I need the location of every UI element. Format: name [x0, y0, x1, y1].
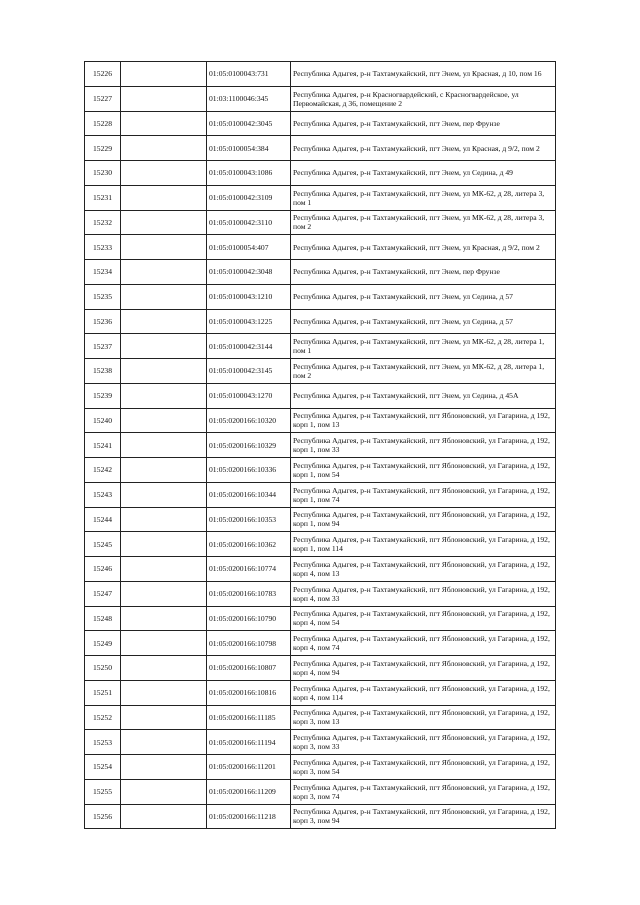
row-number: 15232 — [85, 210, 121, 235]
registry-table-body — [85, 62, 556, 829]
row-number: 15231 — [85, 185, 121, 210]
empty-cell — [121, 631, 207, 656]
cadastral-number: 01:05:0200166:10783 — [207, 581, 291, 606]
table-row — [85, 260, 556, 285]
table-row — [85, 136, 556, 161]
table-row — [85, 334, 556, 359]
cadastral-number: 01:05:0100042:3145 — [207, 359, 291, 384]
empty-cell — [121, 705, 207, 730]
table-row — [85, 581, 556, 606]
table-row — [85, 161, 556, 186]
empty-cell — [121, 557, 207, 582]
table-row — [85, 62, 556, 87]
row-number: 15256 — [85, 804, 121, 829]
cadastral-number: 01:05:0200166:11209 — [207, 779, 291, 804]
address: Республика Адыгея, р-н Тахтамукайский, пгт Энем, пер Фрунзе — [291, 260, 556, 285]
row-number: 15243 — [85, 482, 121, 507]
cadastral-number: 01:05:0100054:407 — [207, 235, 291, 260]
empty-cell — [121, 730, 207, 755]
table-row — [85, 680, 556, 705]
address: Республика Адыгея, р-н Тахтамукайский, пгт Яблоновский, ул Гагарина, д 192, корп 1, пом 94 — [291, 507, 556, 532]
table-row — [85, 408, 556, 433]
address: Республика Адыгея, р-н Тахтамукайский, пгт Яблоновский, ул Гагарина, д 192, корп 4, пом 54 — [291, 606, 556, 631]
empty-cell — [121, 408, 207, 433]
table-row — [85, 235, 556, 260]
table-row — [85, 433, 556, 458]
empty-cell — [121, 656, 207, 681]
cadastral-number: 01:05:0200166:11194 — [207, 730, 291, 755]
cadastral-number: 01:05:0200166:11218 — [207, 804, 291, 829]
table-row — [85, 606, 556, 631]
address: Республика Адыгея, р-н Тахтамукайский, пгт Яблоновский, ул Гагарина, д 192, корп 4, пом 94 — [291, 656, 556, 681]
address: Республика Адыгея, р-н Тахтамукайский, пгт Яблоновский, ул Гагарина, д 192, корп 4, пом 33 — [291, 581, 556, 606]
empty-cell — [121, 260, 207, 285]
address: Республика Адыгея, р-н Тахтамукайский, пгт Яблоновский, ул Гагарина, д 192, корп 4, пом 13 — [291, 557, 556, 582]
cadastral-number: 01:05:0200166:11201 — [207, 755, 291, 780]
address: Республика Адыгея, р-н Красногвардейский, с Красногвардейское, ул Первомайская, д 36, помещение 2 — [291, 86, 556, 111]
cadastral-number: 01:05:0200166:10336 — [207, 458, 291, 483]
registry-table — [84, 61, 556, 829]
cadastral-number: 01:05:0100042:3048 — [207, 260, 291, 285]
cadastral-number: 01:05:0200166:10798 — [207, 631, 291, 656]
address: Республика Адыгея, р-н Тахтамукайский, пгт Энем, ул Красная, д 9/2, пом 2 — [291, 136, 556, 161]
cadastral-number: 01:05:0100042:3110 — [207, 210, 291, 235]
address: Республика Адыгея, р-н Тахтамукайский, пгт Энем, ул Седина, д 57 — [291, 284, 556, 309]
row-number: 15246 — [85, 557, 121, 582]
address: Республика Адыгея, р-н Тахтамукайский, пгт Энем, пер Фрунзе — [291, 111, 556, 136]
row-number: 15228 — [85, 111, 121, 136]
empty-cell — [121, 210, 207, 235]
empty-cell — [121, 185, 207, 210]
empty-cell — [121, 532, 207, 557]
empty-cell — [121, 507, 207, 532]
row-number: 15227 — [85, 86, 121, 111]
table-row — [85, 755, 556, 780]
address: Республика Адыгея, р-н Тахтамукайский, пгт Энем, ул МК-62, д 28, литера 3, пом 2 — [291, 210, 556, 235]
address: Республика Адыгея, р-н Тахтамукайский, пгт Энем, ул МК-62, д 28, литера 1, пом 2 — [291, 359, 556, 384]
table-row — [85, 458, 556, 483]
address: Республика Адыгея, р-н Тахтамукайский, пгт Яблоновский, ул Гагарина, д 192, корп 1, пом 54 — [291, 458, 556, 483]
address: Республика Адыгея, р-н Тахтамукайский, пгт Яблоновский, ул Гагарина, д 192, корп 3, пом 94 — [291, 804, 556, 829]
table-row — [85, 804, 556, 829]
table-row — [85, 656, 556, 681]
address: Республика Адыгея, р-н Тахтамукайский, пгт Энем, ул Красная, д 9/2, пом 2 — [291, 235, 556, 260]
address: Республика Адыгея, р-н Тахтамукайский, пгт Энем, ул МК-62, д 28, литера 1, пом 1 — [291, 334, 556, 359]
table-row — [85, 383, 556, 408]
address: Республика Адыгея, р-н Тахтамукайский, пгт Энем, ул Седина, д 49 — [291, 161, 556, 186]
address: Республика Адыгея, р-н Тахтамукайский, пгт Энем, ул Седина, д 57 — [291, 309, 556, 334]
table-row — [85, 309, 556, 334]
address: Республика Адыгея, р-н Тахтамукайский, пгт Яблоновский, ул Гагарина, д 192, корп 4, пом 114 — [291, 680, 556, 705]
cadastral-number: 01:05:0100054:384 — [207, 136, 291, 161]
empty-cell — [121, 606, 207, 631]
empty-cell — [121, 804, 207, 829]
row-number: 15244 — [85, 507, 121, 532]
row-number: 15235 — [85, 284, 121, 309]
empty-cell — [121, 458, 207, 483]
address: Республика Адыгея, р-н Тахтамукайский, пгт Яблоновский, ул Гагарина, д 192, корп 1, пом 114 — [291, 532, 556, 557]
empty-cell — [121, 309, 207, 334]
address: Республика Адыгея, р-н Тахтамукайский, пгт Энем, ул Седина, д 45А — [291, 383, 556, 408]
row-number: 15255 — [85, 779, 121, 804]
row-number: 15242 — [85, 458, 121, 483]
address: Республика Адыгея, р-н Тахтамукайский, пгт Яблоновский, ул Гагарина, д 192, корп 4, пом 74 — [291, 631, 556, 656]
table-row — [85, 210, 556, 235]
row-number: 15250 — [85, 656, 121, 681]
row-number: 15253 — [85, 730, 121, 755]
table-row — [85, 86, 556, 111]
cadastral-number: 01:05:0100043:1210 — [207, 284, 291, 309]
empty-cell — [121, 581, 207, 606]
row-number: 15237 — [85, 334, 121, 359]
row-number: 15239 — [85, 383, 121, 408]
cadastral-number: 01:05:0100043:1086 — [207, 161, 291, 186]
cadastral-number: 01:05:0100042:3109 — [207, 185, 291, 210]
address: Республика Адыгея, р-н Тахтамукайский, пгт Яблоновский, ул Гагарина, д 192, корп 3, пом 33 — [291, 730, 556, 755]
empty-cell — [121, 62, 207, 87]
cadastral-number: 01:05:0200166:10362 — [207, 532, 291, 557]
empty-cell — [121, 680, 207, 705]
cadastral-number: 01:05:0100043:1270 — [207, 383, 291, 408]
empty-cell — [121, 359, 207, 384]
row-number: 15229 — [85, 136, 121, 161]
row-number: 15245 — [85, 532, 121, 557]
cadastral-number: 01:05:0200166:10774 — [207, 557, 291, 582]
cadastral-number: 01:05:0200166:10807 — [207, 656, 291, 681]
cadastral-number: 01:05:0200166:10790 — [207, 606, 291, 631]
address: Республика Адыгея, р-н Тахтамукайский, пгт Яблоновский, ул Гагарина, д 192, корп 1, пом 74 — [291, 482, 556, 507]
empty-cell — [121, 284, 207, 309]
table-row — [85, 482, 556, 507]
cadastral-number: 01:03:1100046:345 — [207, 86, 291, 111]
table-row — [85, 779, 556, 804]
row-number: 15249 — [85, 631, 121, 656]
row-number: 15226 — [85, 62, 121, 87]
empty-cell — [121, 111, 207, 136]
table-row — [85, 507, 556, 532]
table-row — [85, 532, 556, 557]
empty-cell — [121, 235, 207, 260]
row-number: 15248 — [85, 606, 121, 631]
row-number: 15238 — [85, 359, 121, 384]
cadastral-number: 01:05:0200166:10353 — [207, 507, 291, 532]
row-number: 15247 — [85, 581, 121, 606]
table-row — [85, 284, 556, 309]
table-row — [85, 185, 556, 210]
row-number: 15234 — [85, 260, 121, 285]
row-number: 15230 — [85, 161, 121, 186]
cadastral-number: 01:05:0100043:731 — [207, 62, 291, 87]
empty-cell — [121, 334, 207, 359]
empty-cell — [121, 779, 207, 804]
row-number: 15252 — [85, 705, 121, 730]
empty-cell — [121, 755, 207, 780]
address: Республика Адыгея, р-н Тахтамукайский, пгт Яблоновский, ул Гагарина, д 192, корп 1, пом 13 — [291, 408, 556, 433]
address: Республика Адыгея, р-н Тахтамукайский, пгт Яблоновский, ул Гагарина, д 192, корп 1, пом 33 — [291, 433, 556, 458]
cadastral-number: 01:05:0200166:10344 — [207, 482, 291, 507]
row-number: 15233 — [85, 235, 121, 260]
row-number: 15254 — [85, 755, 121, 780]
cadastral-number: 01:05:0100043:1225 — [207, 309, 291, 334]
address: Республика Адыгея, р-н Тахтамукайский, пгт Энем, ул МК-62, д 28, литера 3, пом 1 — [291, 185, 556, 210]
empty-cell — [121, 86, 207, 111]
cadastral-number: 01:05:0200166:11185 — [207, 705, 291, 730]
cadastral-number: 01:05:0100042:3045 — [207, 111, 291, 136]
empty-cell — [121, 136, 207, 161]
row-number: 15236 — [85, 309, 121, 334]
row-number: 15251 — [85, 680, 121, 705]
row-number: 15240 — [85, 408, 121, 433]
table-row — [85, 359, 556, 384]
table-row — [85, 557, 556, 582]
address: Республика Адыгея, р-н Тахтамукайский, пгт Яблоновский, ул Гагарина, д 192, корп 3, пом 74 — [291, 779, 556, 804]
empty-cell — [121, 383, 207, 408]
address: Республика Адыгея, р-н Тахтамукайский, пгт Яблоновский, ул Гагарина, д 192, корп 3, пом 13 — [291, 705, 556, 730]
table-row — [85, 111, 556, 136]
address: Республика Адыгея, р-н Тахтамукайский, пгт Яблоновский, ул Гагарина, д 192, корп 3, пом 54 — [291, 755, 556, 780]
cadastral-number: 01:05:0200166:10320 — [207, 408, 291, 433]
cadastral-number: 01:05:0100042:3144 — [207, 334, 291, 359]
row-number: 15241 — [85, 433, 121, 458]
empty-cell — [121, 161, 207, 186]
table-row — [85, 730, 556, 755]
empty-cell — [121, 433, 207, 458]
table-row — [85, 631, 556, 656]
empty-cell — [121, 482, 207, 507]
table-row — [85, 705, 556, 730]
address: Республика Адыгея, р-н Тахтамукайский, пгт Энем, ул Красная, д 10, пом 16 — [291, 62, 556, 87]
cadastral-number: 01:05:0200166:10329 — [207, 433, 291, 458]
cadastral-number: 01:05:0200166:10816 — [207, 680, 291, 705]
